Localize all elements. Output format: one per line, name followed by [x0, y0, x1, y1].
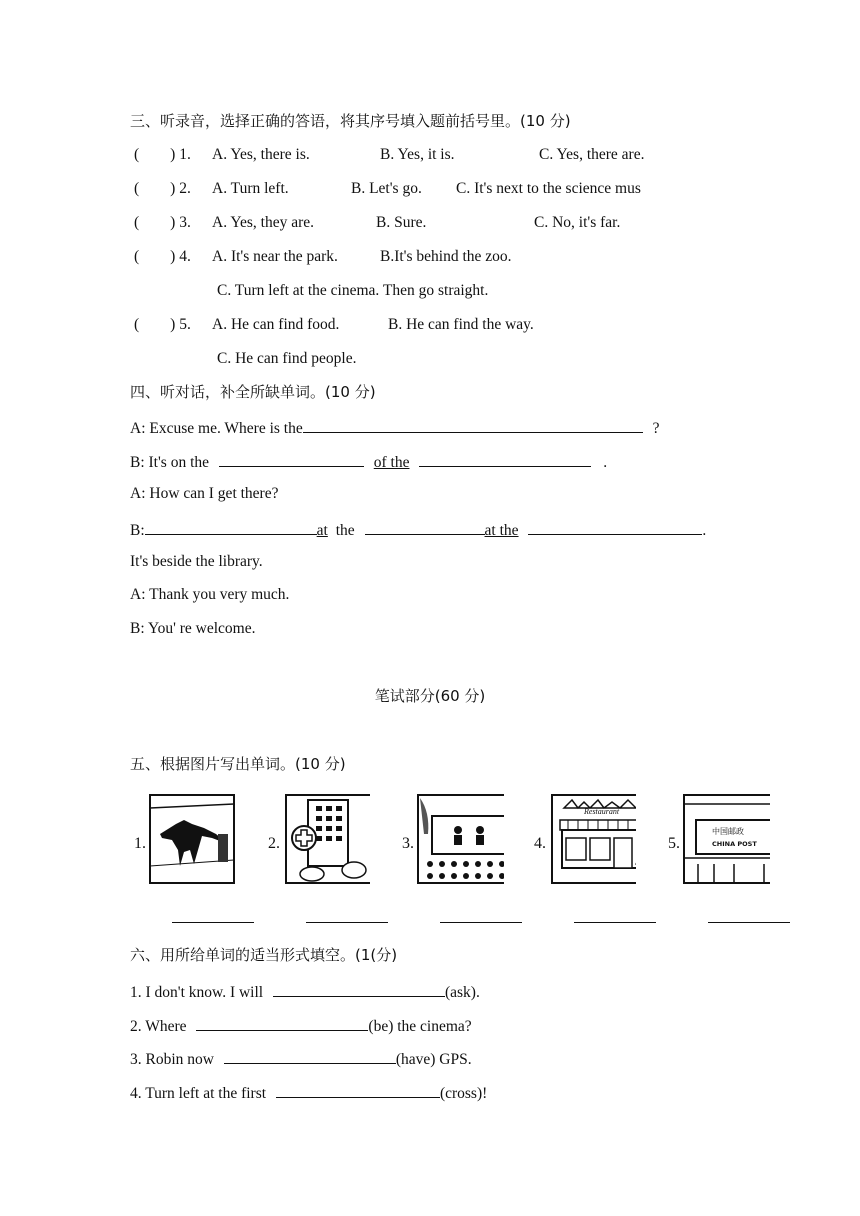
written-part-title: 笔试部分(60 分)	[374, 687, 486, 705]
option-a: A. He can find food.	[212, 316, 340, 333]
fill-question-3	[130, 1047, 472, 1070]
option-a: A. Turn left.	[212, 180, 289, 197]
picture-label: 3.	[402, 835, 414, 852]
question-5	[134, 315, 534, 335]
question-hint: (ask).	[444, 984, 480, 1001]
question-3	[134, 213, 621, 233]
question-number: 1.	[179, 146, 191, 163]
fill-blank[interactable]	[273, 980, 445, 997]
picture-answer-blank-2[interactable]	[306, 922, 388, 923]
option-b: B. Sure.	[376, 214, 427, 231]
dialogue-line-6: A: Thank you very much.	[130, 586, 290, 603]
question-1	[134, 145, 645, 165]
answer-bracket[interactable]: ( )	[134, 214, 176, 231]
fill-question-4	[130, 1081, 487, 1104]
fill-blank[interactable]	[219, 450, 364, 467]
question-number: 2.	[179, 180, 191, 197]
question-text: 3. Robin now	[130, 1051, 214, 1068]
picture-hospital	[266, 794, 370, 884]
fill-blank[interactable]	[528, 518, 702, 535]
answer-bracket[interactable]: ( )	[134, 316, 176, 333]
section5-heading: 五、根据图片写出单词。(10 分)	[130, 755, 346, 773]
option-a: A. Yes, there is.	[212, 146, 310, 163]
picture-cinema	[400, 794, 504, 884]
picture-post-office	[666, 794, 770, 884]
dialogue-text: .	[702, 522, 707, 539]
post-office-sign-cn: 中国邮政	[712, 827, 744, 836]
dialogue-text: of the	[373, 454, 410, 471]
dialogue-text: at the	[484, 522, 519, 539]
dialogue-line-1	[130, 416, 660, 439]
question-text: 2. Where	[130, 1018, 187, 1035]
dialogue-line-4	[130, 518, 706, 541]
option-c: C. Turn left at the cinema. Then go straight.	[217, 282, 489, 299]
post-office-sign-en: CHINA POST	[712, 840, 757, 848]
fill-blank[interactable]	[365, 518, 485, 535]
section6-heading: 六、用所给单词的适当形式填空。(1(分)	[130, 946, 398, 964]
dialogue-text: .	[603, 454, 608, 471]
option-b: B. He can find the way.	[388, 316, 534, 333]
question-number: 4.	[179, 248, 191, 265]
dialogue-text: at	[316, 522, 328, 539]
answer-bracket[interactable]: ( )	[134, 248, 176, 265]
question-hint: (be) the cinema?	[368, 1018, 472, 1035]
picture-restaurant	[532, 794, 636, 884]
dialogue-text: ?	[652, 420, 660, 437]
option-c: C. It's next to the science mus	[456, 180, 641, 197]
fill-question-2	[130, 1014, 472, 1037]
fill-blank[interactable]	[196, 1014, 368, 1031]
dialogue-line-5: It's beside the library.	[130, 553, 263, 570]
option-b: B. Let's go.	[351, 180, 422, 197]
picture-label: 5.	[668, 835, 680, 852]
question-text: 4. Turn left at the first	[130, 1085, 267, 1102]
dialogue-text: A: Excuse me. Where is the	[130, 420, 303, 437]
picture-answer-blank-4[interactable]	[574, 922, 656, 923]
option-b: B. Yes, it is.	[380, 146, 455, 163]
fill-blank[interactable]	[276, 1081, 440, 1098]
question-hint: (cross)!	[439, 1085, 488, 1102]
dialogue-line-2	[130, 450, 607, 473]
question-number: 5.	[179, 316, 191, 333]
fill-blank[interactable]	[145, 518, 317, 535]
restaurant-sign: Restaurant	[584, 807, 620, 816]
fill-blank[interactable]	[303, 416, 643, 433]
question-hint: (have) GPS.	[395, 1051, 472, 1068]
picture-museum	[132, 794, 236, 884]
picture-answer-blank-3[interactable]	[440, 922, 522, 923]
option-c: C. He can find people.	[217, 350, 357, 367]
dialogue-line-3: A: How can I get there?	[130, 485, 279, 502]
option-a: A. Yes, they are.	[212, 214, 315, 231]
picture-label: 2.	[268, 835, 280, 852]
section4-heading: 四、听对话，补全所缺单词。(10 分)	[130, 383, 376, 401]
picture-label: 4.	[534, 835, 546, 852]
picture-answer-blank-1[interactable]	[172, 922, 254, 923]
question-2	[134, 179, 641, 199]
question-4	[134, 247, 512, 267]
answer-bracket[interactable]: ( )	[134, 146, 176, 163]
question-text: 1. I don't know. I will	[130, 984, 264, 1001]
dialogue-line-7: B: You' re welcome.	[130, 620, 256, 637]
question-number: 3.	[179, 214, 191, 231]
fill-blank[interactable]	[419, 450, 591, 467]
section3-heading: 三、听录音，选择正确的答语，将其序号填入题前括号里。(10 分)	[130, 112, 571, 130]
option-b: B.It's behind the zoo.	[380, 248, 512, 265]
option-c: C. No, it's far.	[534, 214, 621, 231]
picture-answer-blank-5[interactable]	[708, 922, 790, 923]
dialogue-text: B:	[130, 522, 145, 539]
picture-label: 1.	[134, 835, 146, 852]
dialogue-text: the	[335, 522, 355, 539]
option-c: C. Yes, there are.	[539, 146, 645, 163]
answer-bracket[interactable]: ( )	[134, 180, 176, 197]
dialogue-text: B: It's on the	[130, 454, 209, 471]
option-a: A. It's near the park.	[212, 248, 338, 265]
fill-question-1	[130, 980, 480, 1003]
fill-blank[interactable]	[224, 1047, 396, 1064]
